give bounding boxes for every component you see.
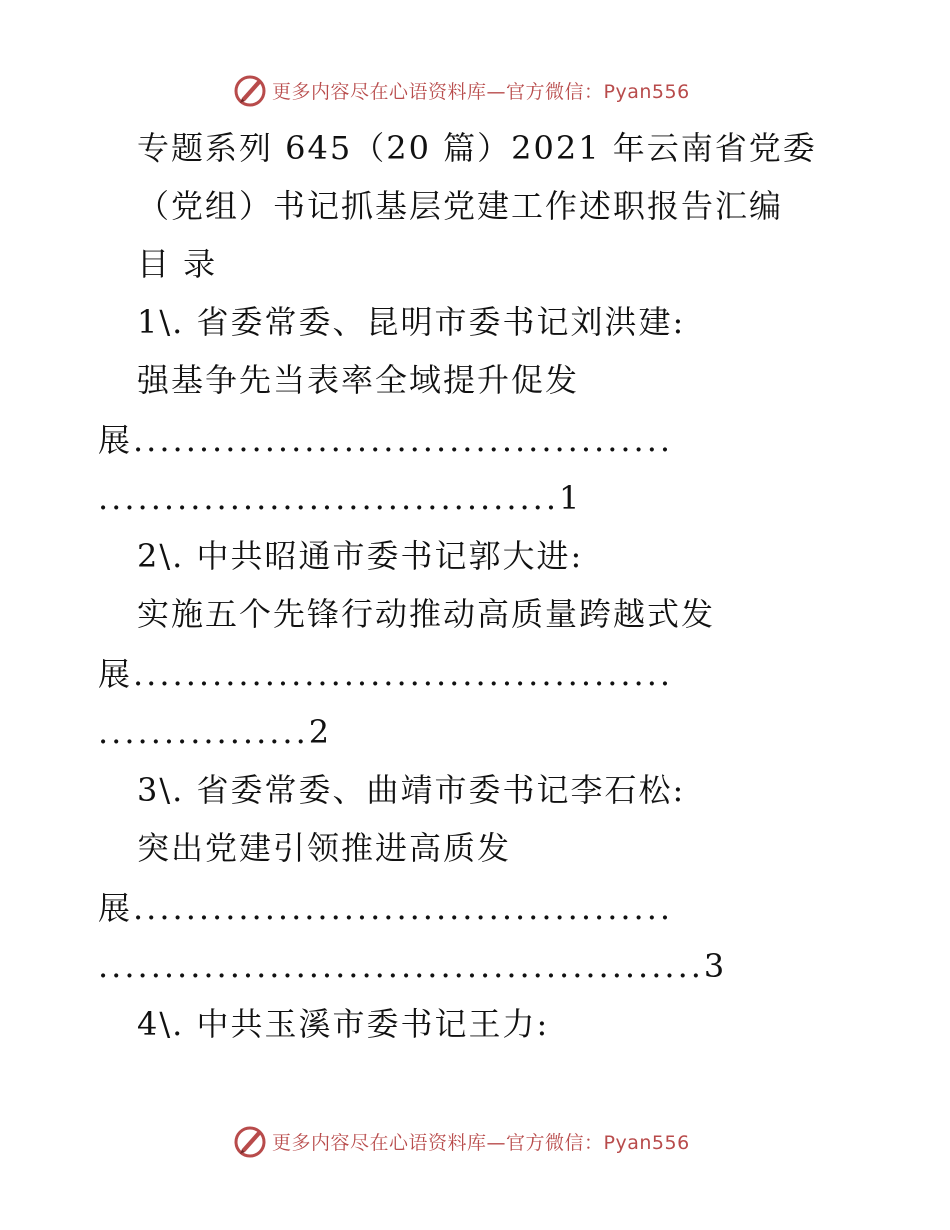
toc-entry-3-dots: .............................................. (98, 947, 704, 985)
toc-entry-1-title: 强基争先当表率全域提升促发 (137, 361, 580, 399)
toc-entry-2-page-line (98, 712, 331, 752)
banner-main-text: 更多内容尽在心语资料库 (272, 80, 487, 103)
toc-entry-3-page-line (98, 946, 726, 986)
banner-dash: — (486, 1131, 507, 1154)
footer-watermark (232, 1123, 690, 1159)
banner-text (272, 1128, 690, 1155)
header-watermark (232, 72, 690, 108)
toc-entry-2-dots: ................ (98, 713, 309, 751)
banner-official-label: 官方微信： (506, 1131, 604, 1154)
toc-entry-3-leader: 展......................................... (98, 889, 674, 927)
toc-entry-3-author: 3\. 省委常委、曲靖市委书记李石松: (137, 771, 686, 809)
pen-logo-icon (232, 72, 268, 108)
banner-wechat-id: Pyan556 (603, 1131, 690, 1154)
toc-entry-4-author: 4\. 中共玉溪市委书记王力: (137, 1005, 550, 1043)
toc-entry-3-page: 3 (703, 947, 727, 985)
toc-entry-1-page: 1 (559, 479, 582, 517)
document-title-line-1: 专题系列 645（20 篇）2021 年云南省党委 (137, 129, 817, 167)
banner-text (272, 77, 690, 104)
toc-entry-2-page: 2 (308, 713, 332, 751)
toc-entry-2-leader: 展......................................... (98, 655, 674, 693)
toc-entry-1-dots: ................................... (98, 479, 560, 517)
toc-entry-1-leader: 展......................................... (98, 421, 674, 459)
pen-logo-icon (232, 1123, 268, 1159)
toc-entry-3-title: 突出党建引领推进高质发 (137, 829, 512, 867)
toc-entry-2-title: 实施五个先锋行动推动高质量跨越式发 (137, 595, 716, 633)
toc-heading: 目 录 (137, 245, 218, 283)
banner-dash: — (486, 80, 507, 103)
toc-entry-2-author: 2\. 中共昭通市委书记郭大进: (137, 537, 584, 575)
toc-entry-1-author: 1\. 省委常委、昆明市委书记刘洪建: (137, 303, 686, 341)
toc-entry-1-page-line (98, 478, 581, 518)
banner-wechat-id: Pyan556 (603, 80, 690, 103)
document-title-line-2: （党组）书记抓基层党建工作述职报告汇编 (137, 187, 784, 225)
banner-main-text: 更多内容尽在心语资料库 (272, 1131, 487, 1154)
banner-official-label: 官方微信： (506, 80, 604, 103)
